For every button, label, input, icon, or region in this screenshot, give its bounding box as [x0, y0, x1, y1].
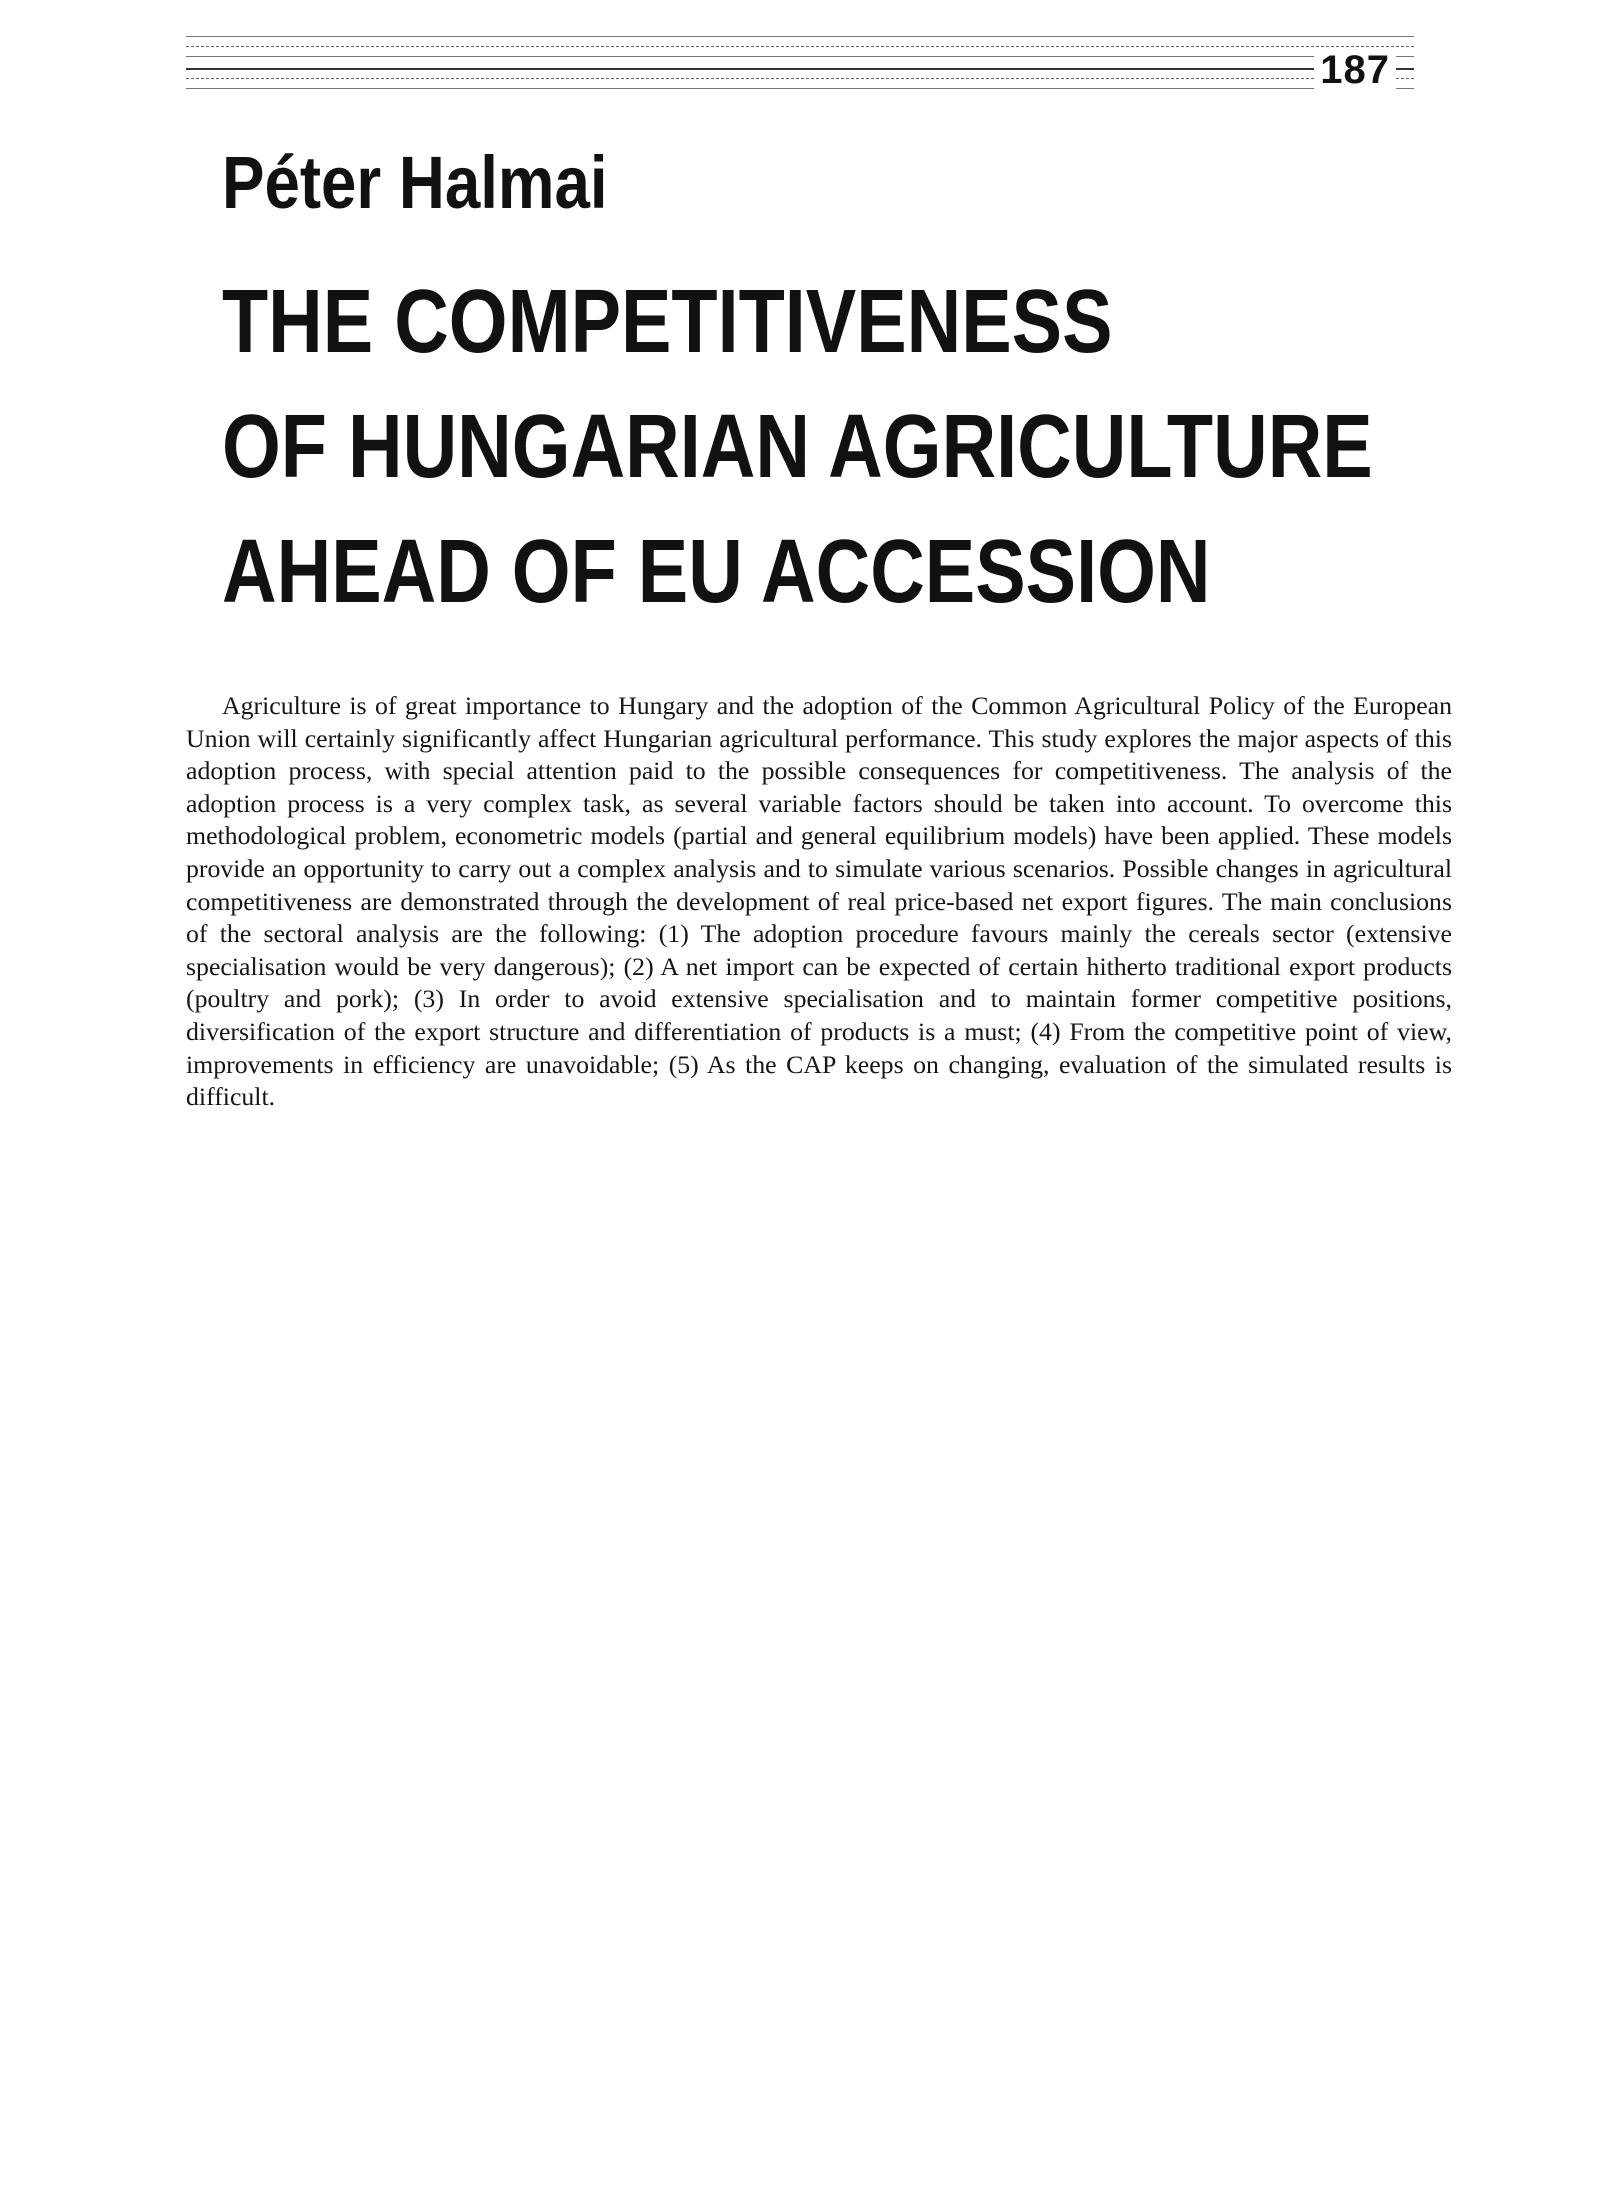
header-rule: [186, 36, 1414, 37]
page-number: 187: [1314, 50, 1396, 90]
header-rules: [186, 30, 1414, 96]
author-name: Péter Halmai: [222, 141, 608, 224]
header-rule: [186, 46, 1414, 47]
header-rule: [186, 56, 1414, 57]
header-rule: [186, 78, 1414, 79]
title-line: THE COMPETITIVENESS: [222, 272, 1113, 372]
title-line: AHEAD OF EU ACCESSION: [222, 522, 1211, 622]
header-rule: [186, 68, 1414, 70]
abstract-paragraph: Agriculture is of great importance to Hungary and the adoption of the Common Agricultural Policy of the European Union will certainly significantly affect Hungarian agricultural performance. This study explores the major aspects of this adoption process, with special attention paid to the possible consequences for competitiveness. The analysis of the adoption process is a very complex task, as several variable factors should be taken into account. To overcome this methodological problem, econometric models (partial and general equilibrium models) have been applied. These models provide an opportunity to carry out a complex analysis and to simulate various scenarios. Possible changes in agricultural competitiveness are demonstrated through the development of real price-based net export figures. The main conclusions of the sectoral analysis are the following: (1) The adoption procedure favours mainly the cereals sector (extensive specialisation would be very dangerous); (2) A net import can be expected of certain hitherto traditional export products (poultry and pork); (3) In order to avoid extensive specialisation and to maintain former competitive positions, diversification of the export structure and differentiation of products is a must; (4) From the competitive point of view, improvements in efficiency are unavoidable; (5) As the CAP keeps on changing, evaluation of the simulated results is difficult.: [186, 691, 1452, 1112]
header-rule: [186, 88, 1414, 89]
title-line: OF HUNGARIAN AGRICULTURE: [222, 397, 1373, 497]
article-title: [222, 260, 1373, 635]
